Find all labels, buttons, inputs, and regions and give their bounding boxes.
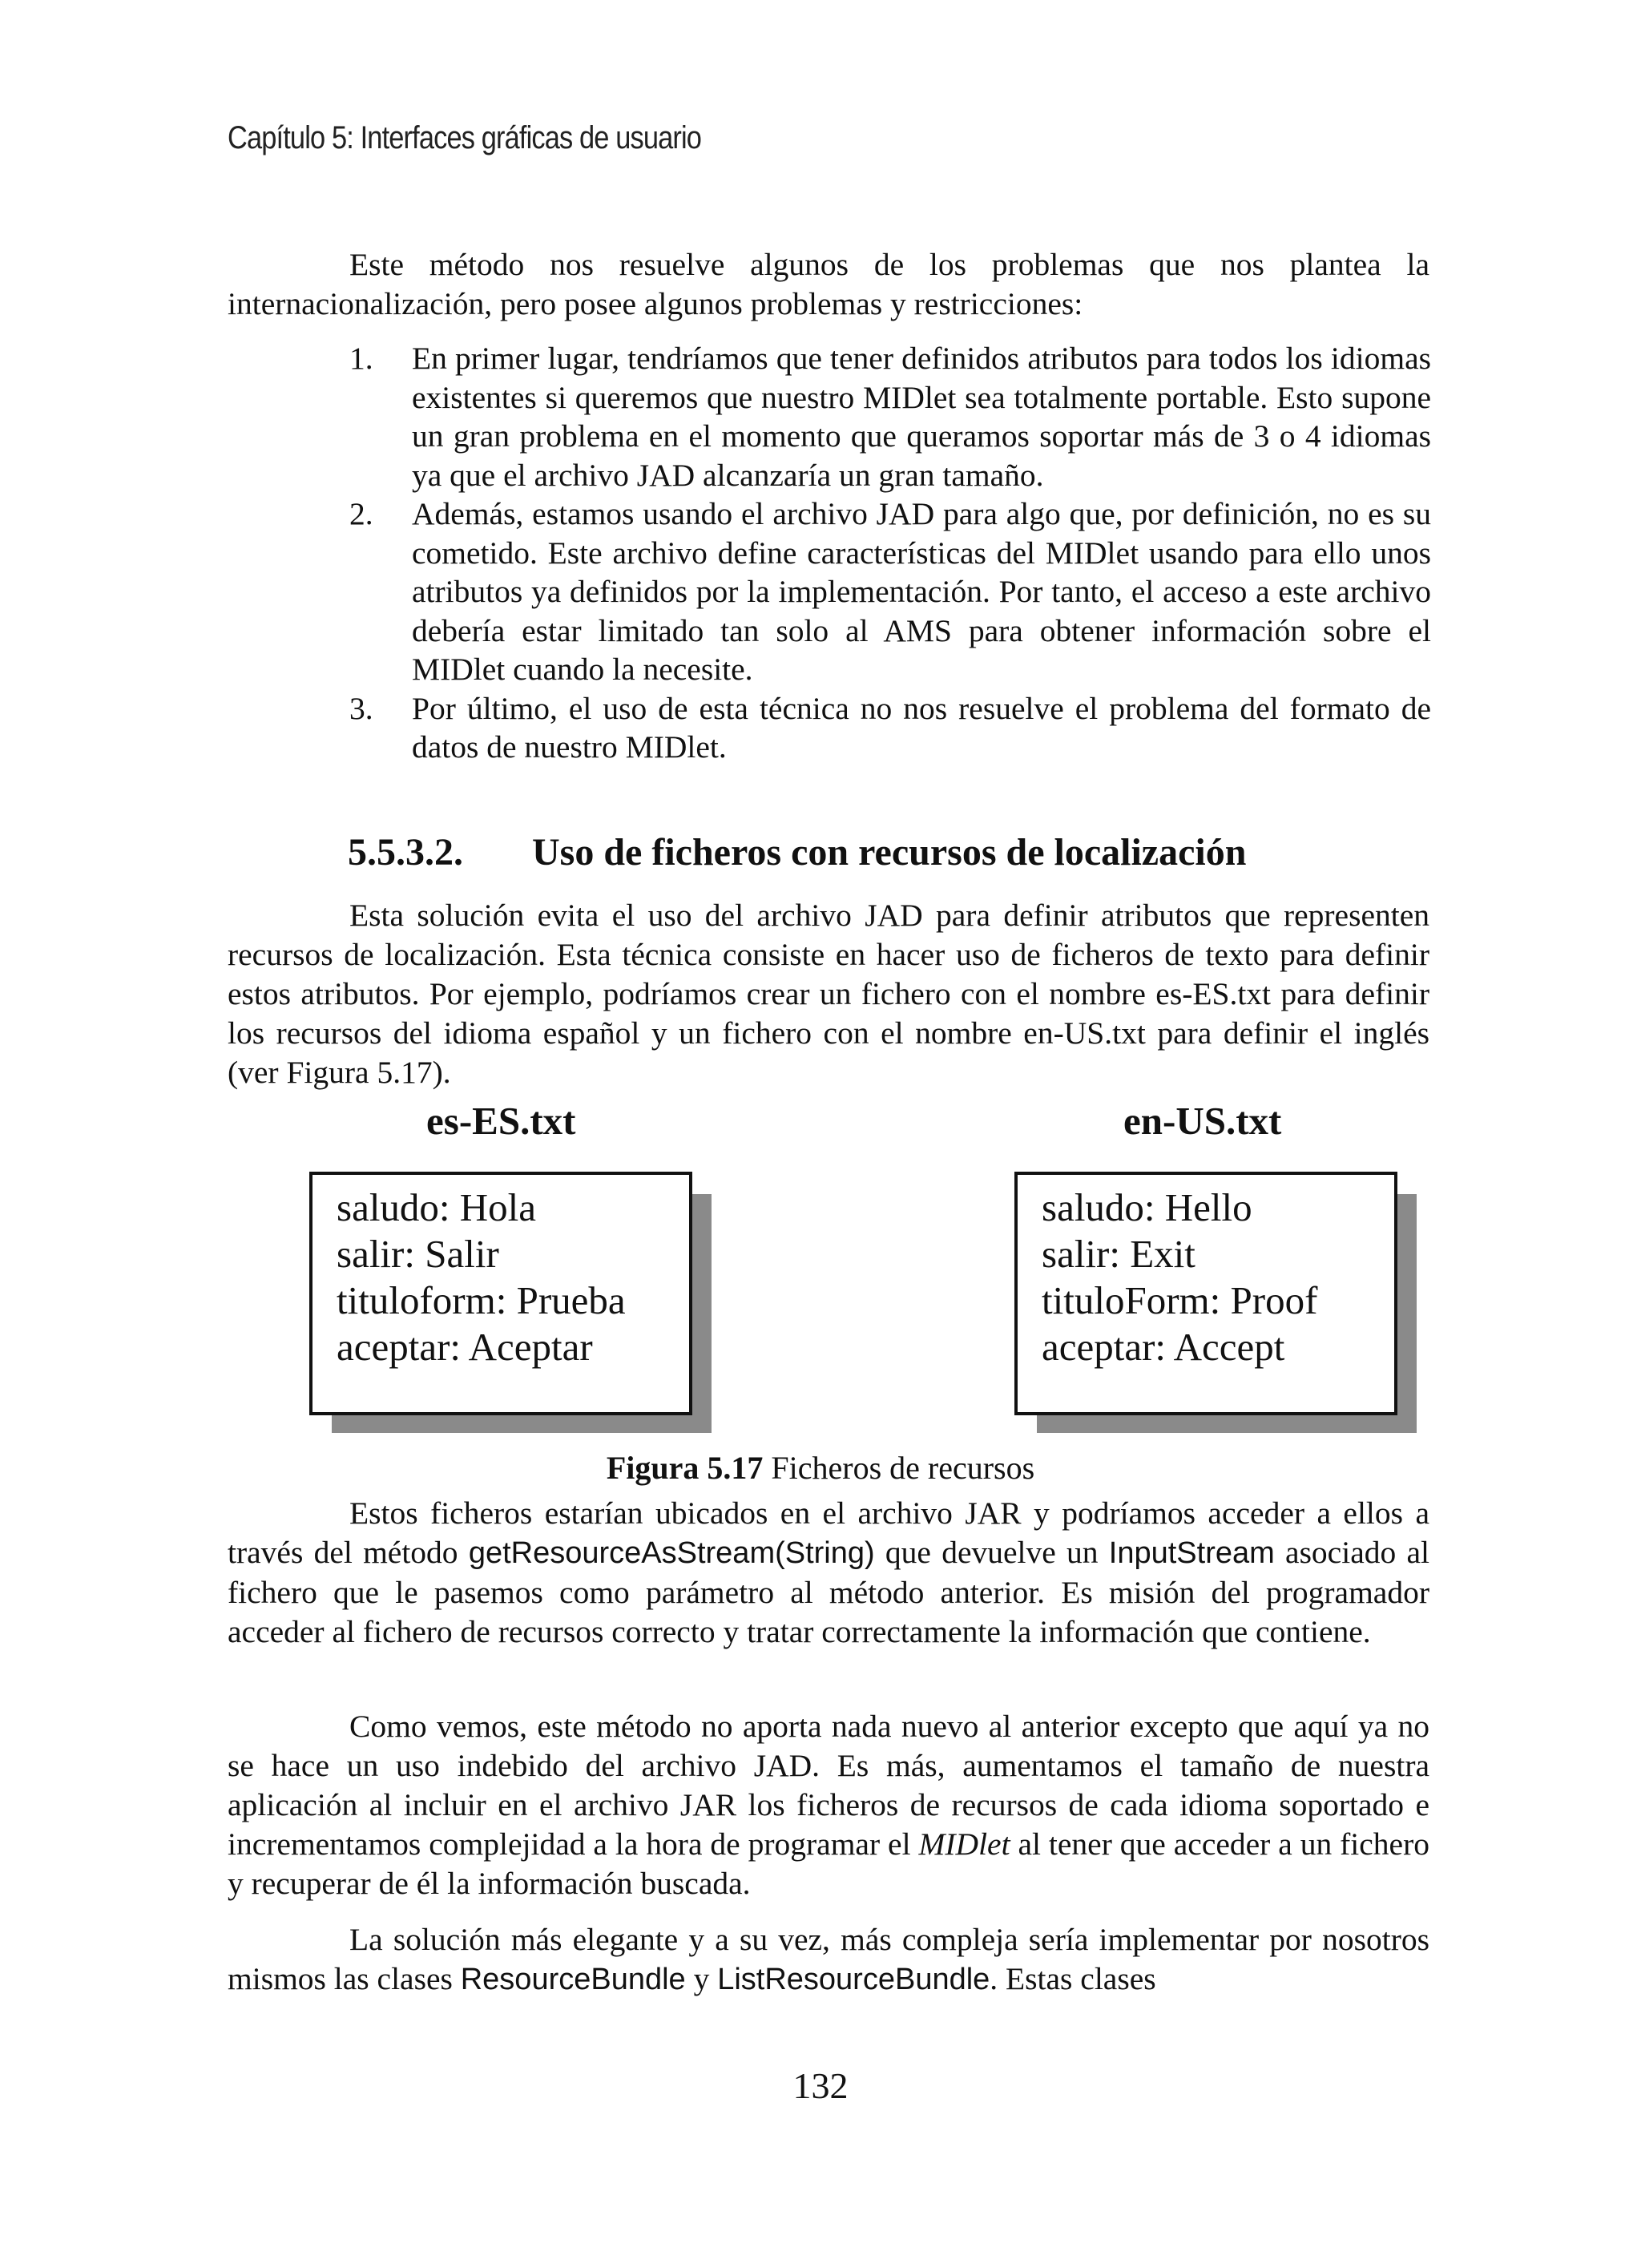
code-class: ResourceBundle [460,1963,686,1996]
resource-line: saludo: Hello [1042,1185,1252,1229]
list-item [349,494,1431,689]
section-number: 5.5.3.2. [348,831,463,874]
text-run: y [685,1961,718,1996]
figure-caption [0,1449,1641,1487]
list-number: 3. [349,690,373,726]
list-text: Además, estamos usando el archivo JAD para algo que, por definición, no es su cometido. Este archivo define características del MIDlet usando para ello unos atributos ya definidos por la implementación. Por tanto, el acceso a este archivo debería estar limitado tan solo al AMS para obtener información sobre el MIDlet cuando la necesite. [412,496,1431,687]
resource-line: aceptar: Accept [1042,1325,1285,1369]
resource-line: tituloform: Prueba [337,1278,626,1322]
section-heading [348,830,1246,874]
text-run: al tener que acceder a un fichero y recuperar de él la información buscada. [228,1826,1429,1901]
section-paragraph: Esta solución evita el uso del archivo JAD para definir atributos que representen recursos de localización. Esta técnica consiste en hacer uso de ficheros de texto para definir estos atributos. Por ejemplo, podríamos crear un fichero con el nombre es-ES.txt para definir los recursos del idioma español y un fichero con el nombre en-US.txt para definir el inglés (ver Figura 5.17). [228,898,1429,1090]
resource-line: saludo: Hola [337,1185,537,1229]
section-title: Uso de ficheros con recursos de localización [532,831,1247,874]
resource-line: salir: Salir [337,1232,499,1276]
problems-list [349,339,1431,767]
text-run: que devuelve un [874,1535,1109,1570]
resource-line: salir: Exit [1042,1232,1195,1276]
list-number: 1. [349,341,373,376]
resource-box-es [309,1172,692,1415]
running-header: Capítulo 5: Interfaces gráficas de usuario [228,120,702,155]
intro-paragraph: Este método nos resuelve algunos de los problemas que nos plantea la internacionalización, pero posee algunos problemas y restricciones: [228,247,1429,321]
resource-line: aceptar: Aceptar [337,1325,593,1369]
resource-line: tituloForm: Proof [1042,1278,1318,1322]
list-number: 2. [349,496,373,531]
resource-box-en [1014,1172,1397,1415]
code-class: ListResourceBundle [717,1963,990,1996]
list-item [349,689,1431,767]
list-text: Por último, el uso de esta técnica no nos resuelve el problema del formato de datos de nuestro MIDlet. [412,690,1431,765]
caption-number: Figura 5.17 [606,1450,764,1486]
text-run: Como vemos, este método no aporta nada nuevo al anterior excepto que aquí ya no se hace un uso indebido del archivo JAD. Es más, aumentamos el tamaño de nuestra aplicación al incluir en el archivo JAR los ficheros de recursos de cada idioma soportado e incrementamos complejidad a la hora de programar el [228,1709,1429,1862]
list-item [349,339,1431,494]
code-class: InputStream [1108,1536,1275,1570]
file-label-en: en-US.txt [1123,1099,1282,1143]
paragraph-resourcebundle [228,1920,1429,2000]
text-run: La solución más elegante y a su vez, más compleja sería implementar por nosotros mismos las clases [228,1922,1429,1996]
caption-text: Ficheros de recursos [763,1450,1035,1486]
text-run: . Estas clases [990,1961,1156,1996]
file-label-es: es-ES.txt [426,1099,576,1143]
paragraph-jar-files [228,1494,1429,1652]
paragraph-comparison [228,1707,1429,1903]
list-text: En primer lugar, tendríamos que tener definidos atributos para todos los idiomas existentes si queremos que nuestro MIDlet sea totalmente portable. Esto supone un gran problema en el momento que queramos soportar más de 3 o 4 idiomas ya que el archivo JAD alcanzaría un gran tamaño. [412,341,1431,493]
text-run: Estos ficheros estarían ubicados en el archivo JAR y podríamos acceder a ellos a través del método [228,1495,1429,1570]
text-run: asociado al fichero que le pasemos como parámetro al método anterior. Es misión del programador acceder al fichero de recursos correcto y tratar correctamente la información que contiene. [228,1535,1429,1649]
code-method: getResourceAsStream(String) [468,1536,875,1570]
italic-term: MIDlet [918,1826,1010,1862]
page-number: 132 [792,2065,849,2106]
